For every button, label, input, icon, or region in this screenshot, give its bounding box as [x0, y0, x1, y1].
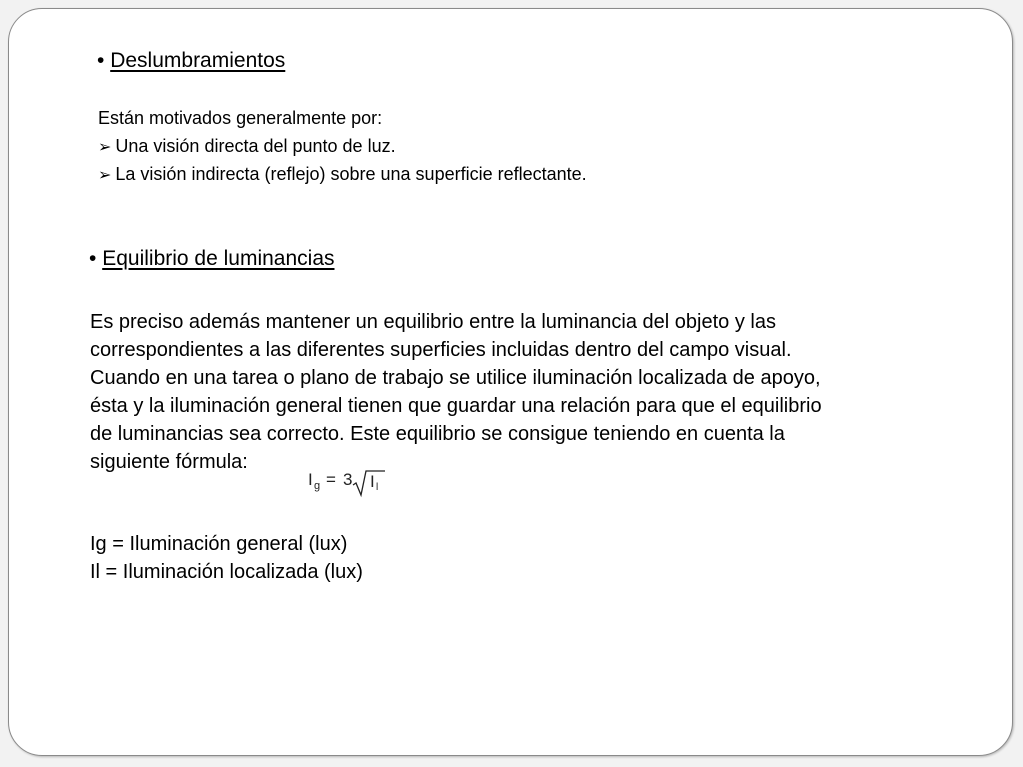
formula-coefficient: 3	[343, 470, 353, 489]
section1-intro: Están motivados generalmente por:	[98, 108, 383, 128]
paragraph-line: Cuando en una tarea o plano de trabajo se utilice iluminación localizada de apoyo,	[90, 367, 821, 389]
section-heading-deslumbramientos	[97, 49, 285, 73]
heading-text: Deslumbramientos	[110, 49, 286, 72]
definition-line: Ig = Iluminación general (lux)	[90, 533, 348, 555]
paragraph-line: Es preciso además mantener un equilibrio entre la luminancia del objeto y las	[90, 311, 776, 333]
paragraph-line: de luminancias sea correcto. Este equilibrio se consigue teniendo en cuenta la	[90, 423, 785, 445]
formula-lhs: I	[308, 470, 313, 489]
paragraph-line: correspondientes a las diferentes superficies incluidas dentro del campo visual.	[90, 339, 792, 361]
heading-bullet: •	[97, 49, 105, 72]
definition-line: Il = Iluminación localizada (lux)	[90, 561, 363, 583]
paragraph-line: siguiente fórmula:	[90, 451, 248, 473]
arrow-bullet-icon: ➢	[98, 139, 112, 156]
arrow-bullet-icon: ➢	[98, 167, 112, 184]
section-heading-equilibrio	[89, 247, 335, 271]
formula-radicand-subscript: l	[376, 482, 379, 493]
heading-text: Equilibrio de luminancias	[102, 247, 335, 270]
luminance-formula	[306, 468, 386, 500]
paragraph-line: ésta y la iluminación general tienen que guardar una relación para que el equilibrio	[90, 395, 822, 417]
formula-radicand: I	[370, 472, 375, 491]
list-item-text: La visión indirecta (reflejo) sobre una superficie reflectante.	[115, 164, 587, 184]
square-root-icon	[352, 468, 386, 498]
formula-equals: =	[326, 470, 336, 489]
formula-lhs-subscript: g	[314, 480, 321, 492]
list-item-text: Una visión directa del punto de luz.	[115, 136, 396, 156]
heading-bullet: •	[89, 247, 97, 270]
section1-list-item	[98, 160, 587, 190]
section1-list-item	[98, 132, 396, 162]
